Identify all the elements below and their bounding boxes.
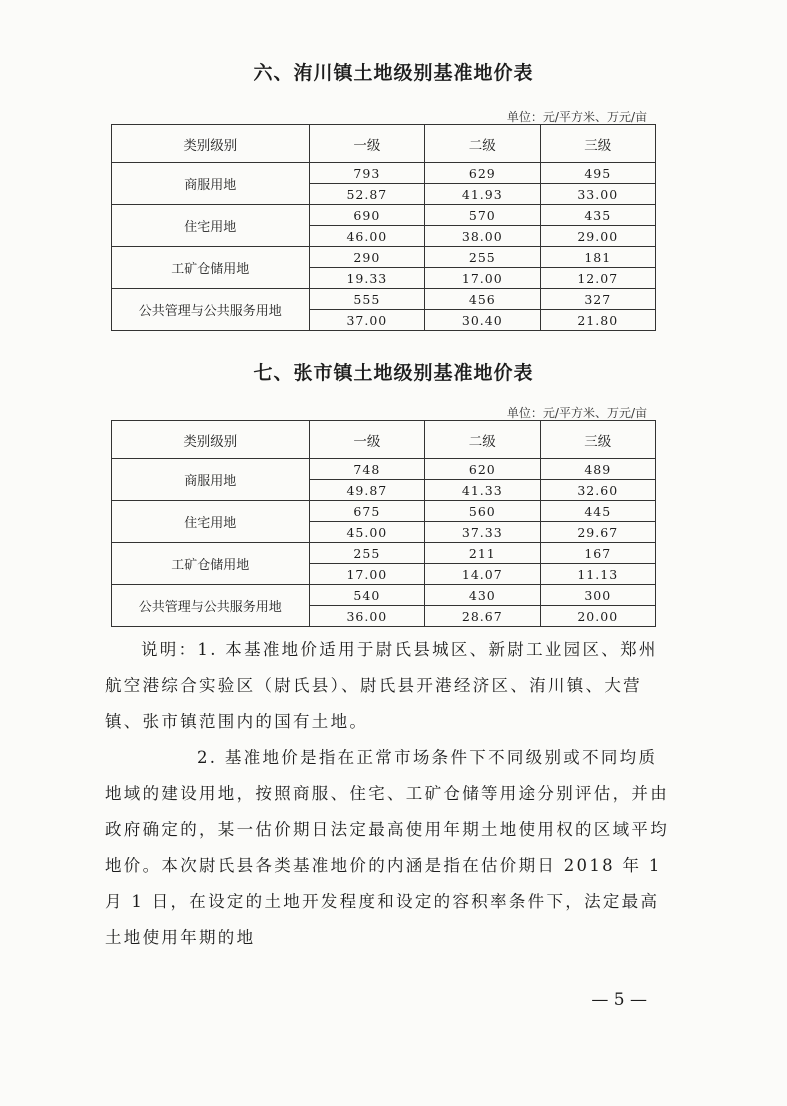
table6-header-category: 类别级别 [112,125,310,163]
table-row [112,163,656,184]
table-row [112,205,656,226]
price-per-mu-cell: 20.00 [540,606,655,627]
price-per-sqm-cell: 456 [425,289,540,310]
table7-unit: 单位：元/平方米、万元/亩 [506,406,647,420]
table-row [112,585,656,606]
price-per-mu-cell: 52.87 [309,184,424,205]
price-per-sqm-cell: 748 [309,459,424,480]
price-per-mu-cell: 46.00 [309,226,424,247]
table7-header-level1: 一级 [309,421,424,459]
table6-header-level3: 三级 [540,125,655,163]
price-per-sqm-cell: 445 [540,501,655,522]
price-per-mu-cell: 32.60 [540,480,655,501]
price-per-mu-cell: 28.67 [425,606,540,627]
table6-unit: 单位：元/平方米、万元/亩 [506,110,647,124]
table7-header-level2: 二级 [425,421,540,459]
price-per-mu-cell: 45.00 [309,522,424,543]
table7-header-level3: 三级 [540,421,655,459]
price-per-sqm-cell: 690 [309,205,424,226]
price-per-mu-cell: 41.33 [425,480,540,501]
category-cell: 工矿仓储用地 [112,247,310,289]
price-per-sqm-cell: 560 [425,501,540,522]
category-cell: 公共管理与公共服务用地 [112,585,310,627]
price-per-sqm-cell: 211 [425,543,540,564]
category-cell: 住宅用地 [112,205,310,247]
table-row [112,459,656,480]
price-per-mu-cell: 11.13 [540,564,655,585]
category-cell: 工矿仓储用地 [112,543,310,585]
price-per-mu-cell: 12.07 [540,268,655,289]
price-per-mu-cell: 17.00 [425,268,540,289]
table-row [112,501,656,522]
price-per-mu-cell: 21.80 [540,310,655,331]
table-row [112,289,656,310]
price-per-sqm-cell: 327 [540,289,655,310]
page-number: — 5 — [591,990,647,1010]
price-per-sqm-cell: 629 [425,163,540,184]
price-per-mu-cell: 33.00 [540,184,655,205]
table6-title: 六、洧川镇土地级别基准地价表 [253,62,534,84]
price-per-sqm-cell: 495 [540,163,655,184]
category-cell: 公共管理与公共服务用地 [112,289,310,331]
price-per-sqm-cell: 255 [309,543,424,564]
price-per-sqm-cell: 555 [309,289,424,310]
notes-section [105,632,675,956]
table-row [112,247,656,268]
price-per-mu-cell: 14.07 [425,564,540,585]
price-per-sqm-cell: 290 [309,247,424,268]
price-per-sqm-cell: 255 [425,247,540,268]
table6-body [112,163,656,331]
table6-header-level1: 一级 [309,125,424,163]
price-per-sqm-cell: 570 [425,205,540,226]
table7-body [112,459,656,627]
table6-price-table [111,124,656,331]
price-per-sqm-cell: 435 [540,205,655,226]
table7-header-row [112,421,656,459]
price-per-mu-cell: 38.00 [425,226,540,247]
price-per-mu-cell: 29.67 [540,522,655,543]
note-paragraph-2: 2. 基准地价是指在正常市场条件下不同级别或不同均质地域的建设用地，按照商服、住宅、工矿仓储等用途分别评估，并由政府确定的，某一估价期日法定最高使用年期土地使用权的区域平均地价。本次尉氏县各类基准地价的内涵是指在估价期日 2018 年 1 月 1 日，在设定的土地开发程度和设定的容积率条件下，法定最高土地使用年期的地 [105,748,669,947]
price-per-mu-cell: 17.00 [309,564,424,585]
price-per-sqm-cell: 540 [309,585,424,606]
table7-title: 七、张市镇土地级别基准地价表 [253,362,534,384]
price-per-sqm-cell: 181 [540,247,655,268]
price-per-mu-cell: 19.33 [309,268,424,289]
table-row [112,543,656,564]
table6-header-level2: 二级 [425,125,540,163]
note-paragraph-1: 说明：1. 本基准地价适用于尉氏县城区、新尉工业园区、郑州航空港综合实验区（尉氏县）、尉氏县开港经济区、洧川镇、大营镇、张市镇范围内的国有土地。 [105,640,658,731]
price-per-sqm-cell: 167 [540,543,655,564]
price-per-sqm-cell: 793 [309,163,424,184]
category-cell: 商服用地 [112,163,310,205]
price-per-mu-cell: 29.00 [540,226,655,247]
price-per-mu-cell: 37.33 [425,522,540,543]
table6-header-row [112,125,656,163]
price-per-sqm-cell: 489 [540,459,655,480]
table7-price-table [111,420,656,627]
price-per-sqm-cell: 675 [309,501,424,522]
price-per-mu-cell: 37.00 [309,310,424,331]
price-per-mu-cell: 36.00 [309,606,424,627]
price-per-mu-cell: 41.93 [425,184,540,205]
price-per-sqm-cell: 300 [540,585,655,606]
price-per-sqm-cell: 430 [425,585,540,606]
price-per-mu-cell: 30.40 [425,310,540,331]
table7-header-category: 类别级别 [112,421,310,459]
category-cell: 商服用地 [112,459,310,501]
category-cell: 住宅用地 [112,501,310,543]
price-per-mu-cell: 49.87 [309,480,424,501]
price-per-sqm-cell: 620 [425,459,540,480]
